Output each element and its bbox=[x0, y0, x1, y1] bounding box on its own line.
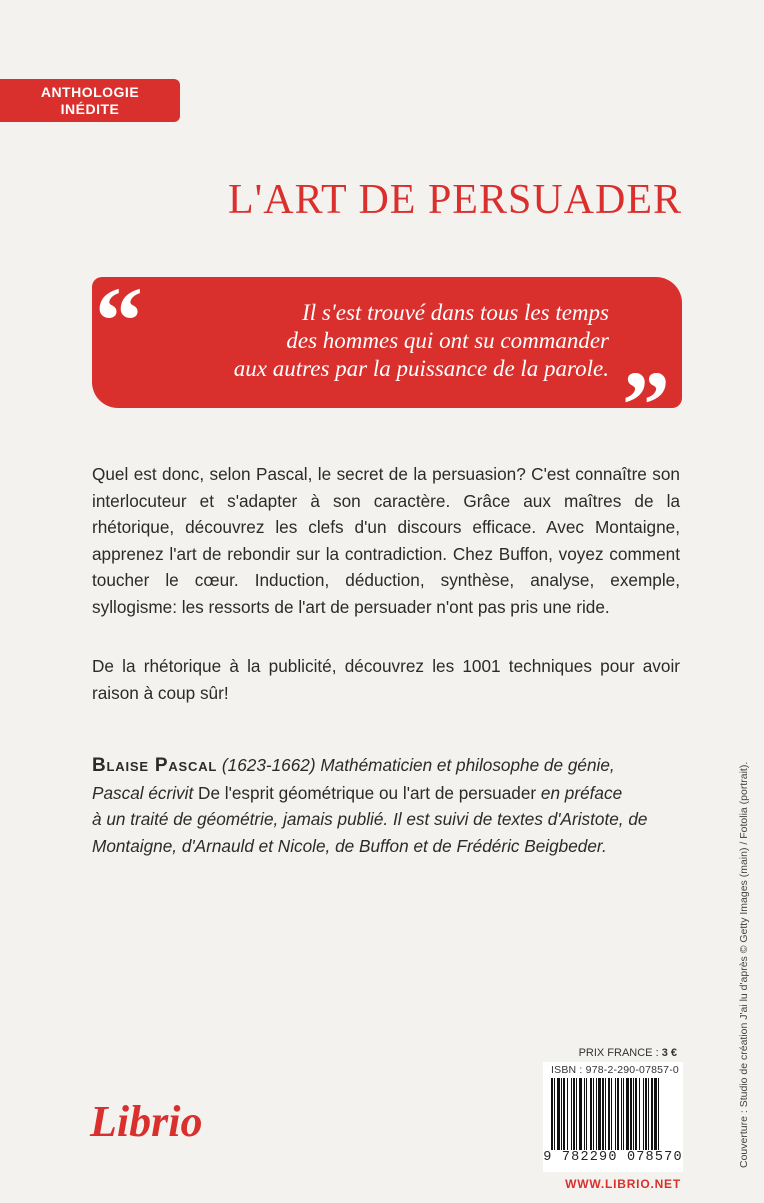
author-bio bbox=[92, 752, 692, 859]
barcode-bar bbox=[563, 1078, 565, 1150]
barcode-bar bbox=[557, 1078, 560, 1150]
barcode-bar bbox=[626, 1078, 629, 1150]
price-value: 3 € bbox=[661, 1047, 677, 1059]
barcode-bar bbox=[639, 1078, 640, 1150]
quote-line-2: des hommes qui ont su commander bbox=[286, 328, 609, 353]
barcode-bar bbox=[633, 1078, 634, 1150]
author-desc-2: Pascal écrivit bbox=[92, 782, 194, 803]
barcode-bar bbox=[593, 1078, 594, 1150]
quote-line-1: Il s'est trouvé dans tous les temps bbox=[302, 300, 609, 325]
barcode-bar bbox=[617, 1078, 619, 1150]
barcode-bar bbox=[554, 1078, 555, 1150]
badge-line-1: ANTHOLOGIE bbox=[40, 83, 140, 100]
barcode-bar bbox=[576, 1078, 577, 1150]
badge-line-2: INÉDITE bbox=[60, 100, 120, 117]
barcode-bar bbox=[573, 1078, 575, 1150]
barcode-bar bbox=[658, 1078, 659, 1150]
cover-credits: Couverture : Studio de création J'ai lu d'après © Getty Images (main) / Fotolia (portrait). bbox=[738, 761, 750, 1168]
website-url: WWW.LIBRIO.NET bbox=[565, 1177, 681, 1191]
price bbox=[567, 1047, 677, 1059]
isbn: ISBN : 978-2-290-07857-0 bbox=[551, 1064, 679, 1076]
description-paragraph-1: Quel est donc, selon Pascal, le secret de la persuasion? C'est connaître son interlocuteur et s'adapter à son caractère. Grâce aux maîtres de la rhétorique, découvrez les clefs d'un discours efficace. Avec Montaigne, apprenez l'art de rebondir sur la contradiction. Chez Buffon, voyez comment toucher le cœur. Induction, déduction, synthèse, analyse, exemple, syllogisme: les ressorts de l'art de persuader n'ont pas pris une ride. bbox=[92, 464, 680, 617]
price-label: PRIX FRANCE : bbox=[578, 1047, 659, 1059]
work-title: De l'esprit géométrique ou l'art de persuader bbox=[198, 782, 537, 803]
barcode-digits: 9 782290 078570 bbox=[543, 1150, 683, 1165]
author-desc-1: Mathématicien et philosophe de génie, bbox=[320, 755, 615, 775]
author-dates: (1623-1662) bbox=[221, 755, 316, 775]
quote-line-3: aux autres par la puissance de la parole. bbox=[233, 356, 609, 381]
book-title: L'ART DE PERSUADER bbox=[228, 177, 682, 223]
barcode-bar bbox=[584, 1078, 585, 1150]
barcode-bar bbox=[605, 1078, 606, 1150]
barcode-bar bbox=[615, 1078, 616, 1150]
librio-logo: Librio bbox=[90, 1097, 203, 1146]
barcode-bar bbox=[579, 1078, 582, 1150]
quote-text bbox=[149, 299, 609, 383]
author-desc-4: à un traité de géométrie, jamais publié. Il est suivi de textes d'Aristote, de Montaigne, d'Arnauld et Nicole, de Buffon et de Frédéric Beigbeder. bbox=[92, 809, 648, 856]
author-name: Blaise Pascal bbox=[92, 755, 218, 776]
barcode-bar bbox=[623, 1078, 624, 1150]
barcode-icon bbox=[549, 1078, 677, 1150]
barcode-bar bbox=[602, 1078, 604, 1150]
author-desc-3: en préface bbox=[540, 782, 623, 803]
barcode-bar bbox=[621, 1078, 622, 1150]
barcode-bar bbox=[571, 1078, 572, 1150]
barcode-bar bbox=[643, 1078, 644, 1150]
barcode-bar bbox=[608, 1078, 610, 1150]
barcode-bar bbox=[648, 1078, 649, 1150]
barcode-bar bbox=[586, 1078, 587, 1150]
barcode-bar bbox=[598, 1078, 601, 1150]
barcode-bar bbox=[596, 1078, 597, 1150]
barcode-panel bbox=[543, 1062, 683, 1172]
barcode-bar bbox=[567, 1078, 568, 1150]
barcode-bar bbox=[630, 1078, 632, 1150]
barcode-bar bbox=[561, 1078, 562, 1150]
barcode-bar bbox=[654, 1078, 657, 1150]
quote-box bbox=[92, 267, 682, 458]
barcode-bar bbox=[635, 1078, 637, 1150]
description-paragraph-2: De la rhétorique à la publicité, découvrez les 1001 techniques pour avoir raison à coup sûr! bbox=[92, 656, 680, 703]
barcode-bar bbox=[551, 1078, 553, 1150]
barcode-bar bbox=[651, 1078, 653, 1150]
barcode-bar bbox=[611, 1078, 612, 1150]
close-quote-icon: ” bbox=[622, 351, 670, 458]
barcode-bar bbox=[645, 1078, 647, 1150]
open-quote-icon: “ bbox=[95, 267, 143, 374]
anthology-badge bbox=[0, 79, 180, 122]
barcode-bar bbox=[590, 1078, 592, 1150]
